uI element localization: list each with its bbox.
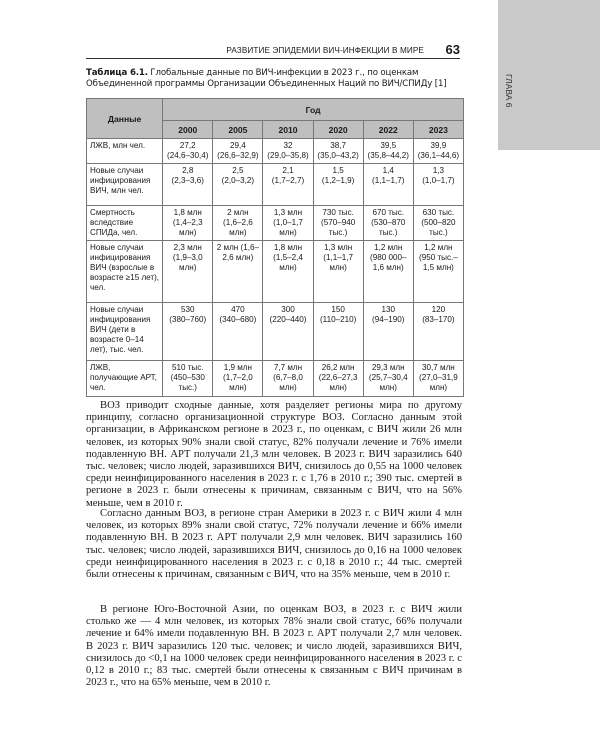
cell: 120 (83–170) [413, 303, 463, 361]
cell: 510 тыс. (450–530 тыс.) [163, 361, 213, 397]
paragraph: Согласно данным ВОЗ, в регионе стран Америки в 2023 г. с ВИЧ жили 4 млн человек, из которых 89% знали свой статус, 72% получали лечение и 66% имели подавленную ВН. В 2023 г. АРТ получали 2,9 млн человек. ВИЧ заразились 160 тыс. человек; число людей, заразившихся ВИЧ, снизилось до 0,16 на 1000 человек среди неинфицированного населения в 2023 г. с 0,18 в 2010 г.; 44 тыс. смертей были отнесены к причинам, связанным с ВИЧ, что на 35% меньше, чем в 2010 г. [86, 508, 462, 581]
cell: 2,1 (1,7–2,7) [263, 164, 313, 206]
row-label: ЛЖВ, получающие АРТ, чел. [87, 361, 163, 397]
cell: 1,8 млн (1,4–2,3 млн) [163, 206, 213, 241]
cell: 670 тыс. (530–870 тыс.) [363, 206, 413, 241]
table-row [87, 303, 464, 361]
table-caption [86, 68, 466, 90]
cell: 1,4 (1,1–1,7) [363, 164, 413, 206]
cell: 39,9 (36,1–44,6) [413, 139, 463, 164]
cell: 470 (340–680) [213, 303, 263, 361]
row-label: Смертность вследствие СПИДа, чел. [87, 206, 163, 241]
cell: 530 (380–760) [163, 303, 213, 361]
cell: 7,7 млн (6,7–8,0 млн) [263, 361, 313, 397]
cell: 32 (29,0–35,8) [263, 139, 313, 164]
cell: 2,5 (2,0–3,2) [213, 164, 263, 206]
chapter-label: ГЛАВА 6 [504, 74, 514, 108]
cell: 2 млн (1,6–2,6 млн) [213, 206, 263, 241]
cell: 1,9 млн (1,7–2,0 млн) [213, 361, 263, 397]
cell: 150 (110–210) [313, 303, 363, 361]
cell: 1,3 млн (1,0–1,7 млн) [263, 206, 313, 241]
header-data: Данные [87, 99, 163, 139]
row-label: ЛЖВ, млн чел. [87, 139, 163, 164]
cell: 2,3 млн (1,9–3,0 млн) [163, 241, 213, 303]
header-year: Год [163, 99, 464, 121]
year-header: 2000 [163, 121, 213, 139]
cell: 1,3 млн (1,1–1,7 млн) [313, 241, 363, 303]
paragraph: В регионе Юго-Восточной Азии, по оценкам ВОЗ, в 2023 г. с ВИЧ жили столько же — 4 млн человек, из которых 78% знали свой статус, 66% получали лечение и 64% имели подавленную ВН. В 2023 г. АРТ получали 2,7 млн человек. В 2023 г. ВИЧ заразились 120 тыс. человек; и число людей, заразившихся ВИЧ, снизилось до <0,1 на 1000 человек среди неинфицированного населения в 2023 г. с 0,12 в 2010 г.; 83 тыс. смертей были отнесены к связанным с ВИЧ причинам в 2023 г., что на 65% меньше, чем в 2010 г. [86, 604, 462, 689]
cell: 26,2 млн (22,6–27,3 млн) [313, 361, 363, 397]
table-row [87, 206, 464, 241]
paragraph: ВОЗ приводит сходные данные, хотя разделяет регионы мира по другому принципу, согласно организационной структуре ВОЗ. Согласно данным этой организации, в Африканском регионе в 2023 г., по оценкам, с ВИЧ жили 26 млн человек, из которых 90% знали свой статус, 82% получали лечение и 76% имели подавленную ВН. АРТ получали 21,3 млн человек. В 2023 г. ВИЧ заразились 640 тыс. человек; число людей, заразившихся ВИЧ, снизилось до 0,55 на 1000 человек среди неинфицированного населения в 2023 г. с 1,76 в 2010 г.; 390 тыс. смертей в регионе в 2023 г. были отнесены к причинам, связанным с ВИЧ, что на 56% меньше, чем в 2010 г. [86, 400, 462, 509]
running-header [86, 40, 460, 59]
cell: 2 млн (1,6–2,6 млн) [213, 241, 263, 303]
year-header: 2020 [313, 121, 363, 139]
cell: 38,7 (35,0–43,2) [313, 139, 363, 164]
cell: 1,2 млн (950 тыс.–1,5 млн) [413, 241, 463, 303]
row-label: Новые случаи инфицирования ВИЧ, млн чел. [87, 164, 163, 206]
cell: 39,5 (35,8–44,2) [363, 139, 413, 164]
cell: 630 тыс. (500–820 тыс.) [413, 206, 463, 241]
table-row [87, 164, 464, 206]
row-label: Новые случаи инфицирования ВИЧ (дети в возрасте 0–14 лет), тыс. чел. [87, 303, 163, 361]
year-header: 2023 [413, 121, 463, 139]
cell: 1,5 (1,2–1,9) [313, 164, 363, 206]
page-number: 63 [445, 42, 460, 57]
cell: 1,8 млн (1,5–2,4 млн) [263, 241, 313, 303]
cell: 27,2 (24,6–30,4) [163, 139, 213, 164]
table-caption-label: Таблица 6.1. [86, 68, 148, 78]
hiv-data-table [86, 98, 464, 397]
cell: 30,7 млн (27,0–31,9 млн) [413, 361, 463, 397]
table-caption-text: Глобальные данные по ВИЧ-инфекции в 2023 г., по оценкам Объединенной программы Организации Объединенных Наций по ВИЧ/СПИДу [1] [86, 68, 447, 89]
cell: 29,4 (26,6–32,9) [213, 139, 263, 164]
year-header: 2010 [263, 121, 313, 139]
cell: 1,2 млн (980 000–1,6 млн) [363, 241, 413, 303]
year-header: 2005 [213, 121, 263, 139]
cell: 2,8 (2,3–3,6) [163, 164, 213, 206]
row-label: Новые случаи инфицирования ВИЧ (взрослые в возрасте ≥15 лет), чел. [87, 241, 163, 303]
table-row [87, 139, 464, 164]
cell: 1,3 (1,0–1,7) [413, 164, 463, 206]
table-row [87, 361, 464, 397]
year-header: 2022 [363, 121, 413, 139]
cell: 130 (94–190) [363, 303, 413, 361]
cell: 730 тыс. (570–940 тыс.) [313, 206, 363, 241]
running-header-title: РАЗВИТИЕ ЭПИДЕМИИ ВИЧ-ИНФЕКЦИИ В МИРЕ [226, 46, 424, 55]
table-row [87, 241, 464, 303]
cell: 300 (220–440) [263, 303, 313, 361]
chapter-side-tab [498, 0, 600, 150]
cell: 29,3 млн (25,7–30,4 млн) [363, 361, 413, 397]
